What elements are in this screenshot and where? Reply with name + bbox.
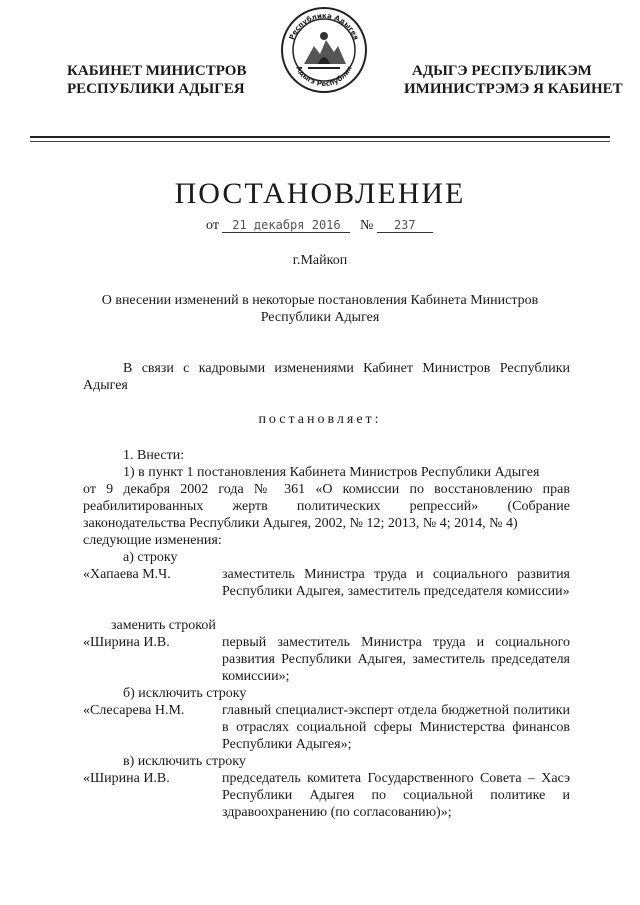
header-rule-thick xyxy=(30,136,610,138)
entry4-name: «Ширина И.В. xyxy=(83,771,170,786)
item-1-1-line4: законодательства Республики Адыгея, 2002, № 12; 2013, № 4; 2014, № 4) xyxy=(83,516,518,531)
item-1-1-line2: от 9 декабря 2002 года № 361 «О комиссии по восстановлению прав xyxy=(83,482,570,497)
entry1-desc: заместитель Министра труда и социального развития Республики Адыгея, заместитель председателя комиссии» xyxy=(222,567,570,599)
item-1-1-line3: реабилитированных жертв политических репрессий» (Собрание xyxy=(83,499,570,514)
decree-word: постановляет: xyxy=(258,412,382,427)
header-left-line2: РЕСПУБЛИКИ АДЫГЕЯ xyxy=(67,81,245,97)
subject-line2: Республики Адыгея xyxy=(260,310,380,325)
date-number-line xyxy=(206,218,433,234)
coat-of-arms-emblem xyxy=(280,6,368,94)
header-right-line1: АДЫГЭ РЕСПУБЛИКЭМ xyxy=(412,63,592,79)
entry4-desc: председатель комитета Государственного Совета – Хасэ Республики Адыгея по социальной политике и здравоохранению (по согласованию)»; xyxy=(222,771,570,820)
item-1-1-line1: 1) в пункт 1 постановления Кабинета Министров Республики Адыгея xyxy=(123,465,540,480)
city: г.Майкоп xyxy=(292,253,348,268)
entry2-name: «Ширина И.В. xyxy=(83,635,170,650)
replace-with: заменить строкой xyxy=(111,618,216,633)
number-value: 237 xyxy=(377,218,433,233)
header-left-title xyxy=(67,62,246,98)
header-right-title xyxy=(404,62,623,98)
sub-a: а) строку xyxy=(123,550,178,565)
entry1-name: «Хапаева М.Ч. xyxy=(83,567,171,582)
sub-v: в) исключить строку xyxy=(123,754,246,769)
document-subject xyxy=(70,292,570,326)
entry3-name: «Слесарева Н.М. xyxy=(83,703,185,718)
document-title: ПОСТАНОВЛЕНИЕ xyxy=(174,177,466,210)
date-value: 21 декабря 2016 xyxy=(222,218,350,233)
emblem-top-text: Республика Адыгея xyxy=(287,11,361,42)
subject-line1: О внесении изменений в некоторые постановления Кабинета Министров xyxy=(101,293,539,308)
sub-b: б) исключить строку xyxy=(123,686,247,701)
item-1: 1. Внести: xyxy=(123,448,185,463)
intro-paragraph: В связи с кадровыми изменениями Кабинет Министров Республики Адыгея xyxy=(83,361,570,393)
date-prefix: от xyxy=(206,218,219,233)
emblem-bottom-text: Адыгэ Республик xyxy=(294,64,354,89)
entry2-desc: первый заместитель Министра труда и социального развития Республики Адыгея, заместитель председателя комиссии»; xyxy=(222,635,570,684)
header-right-line2: ИМИНИСТРЭМЭ Я КАБИНЕТ xyxy=(404,81,623,97)
item-1-1-line5: следующие изменения: xyxy=(83,533,222,548)
number-prefix: № xyxy=(359,218,374,233)
header-rule-thin xyxy=(30,141,610,142)
header-left-line1: КАБИНЕТ МИНИСТРОВ xyxy=(67,63,247,79)
entry3-desc: главный специалист-эксперт отдела бюджетной политики в отраслях социальной сферы Министерства финансов Республики Адыгея»; xyxy=(222,703,570,752)
